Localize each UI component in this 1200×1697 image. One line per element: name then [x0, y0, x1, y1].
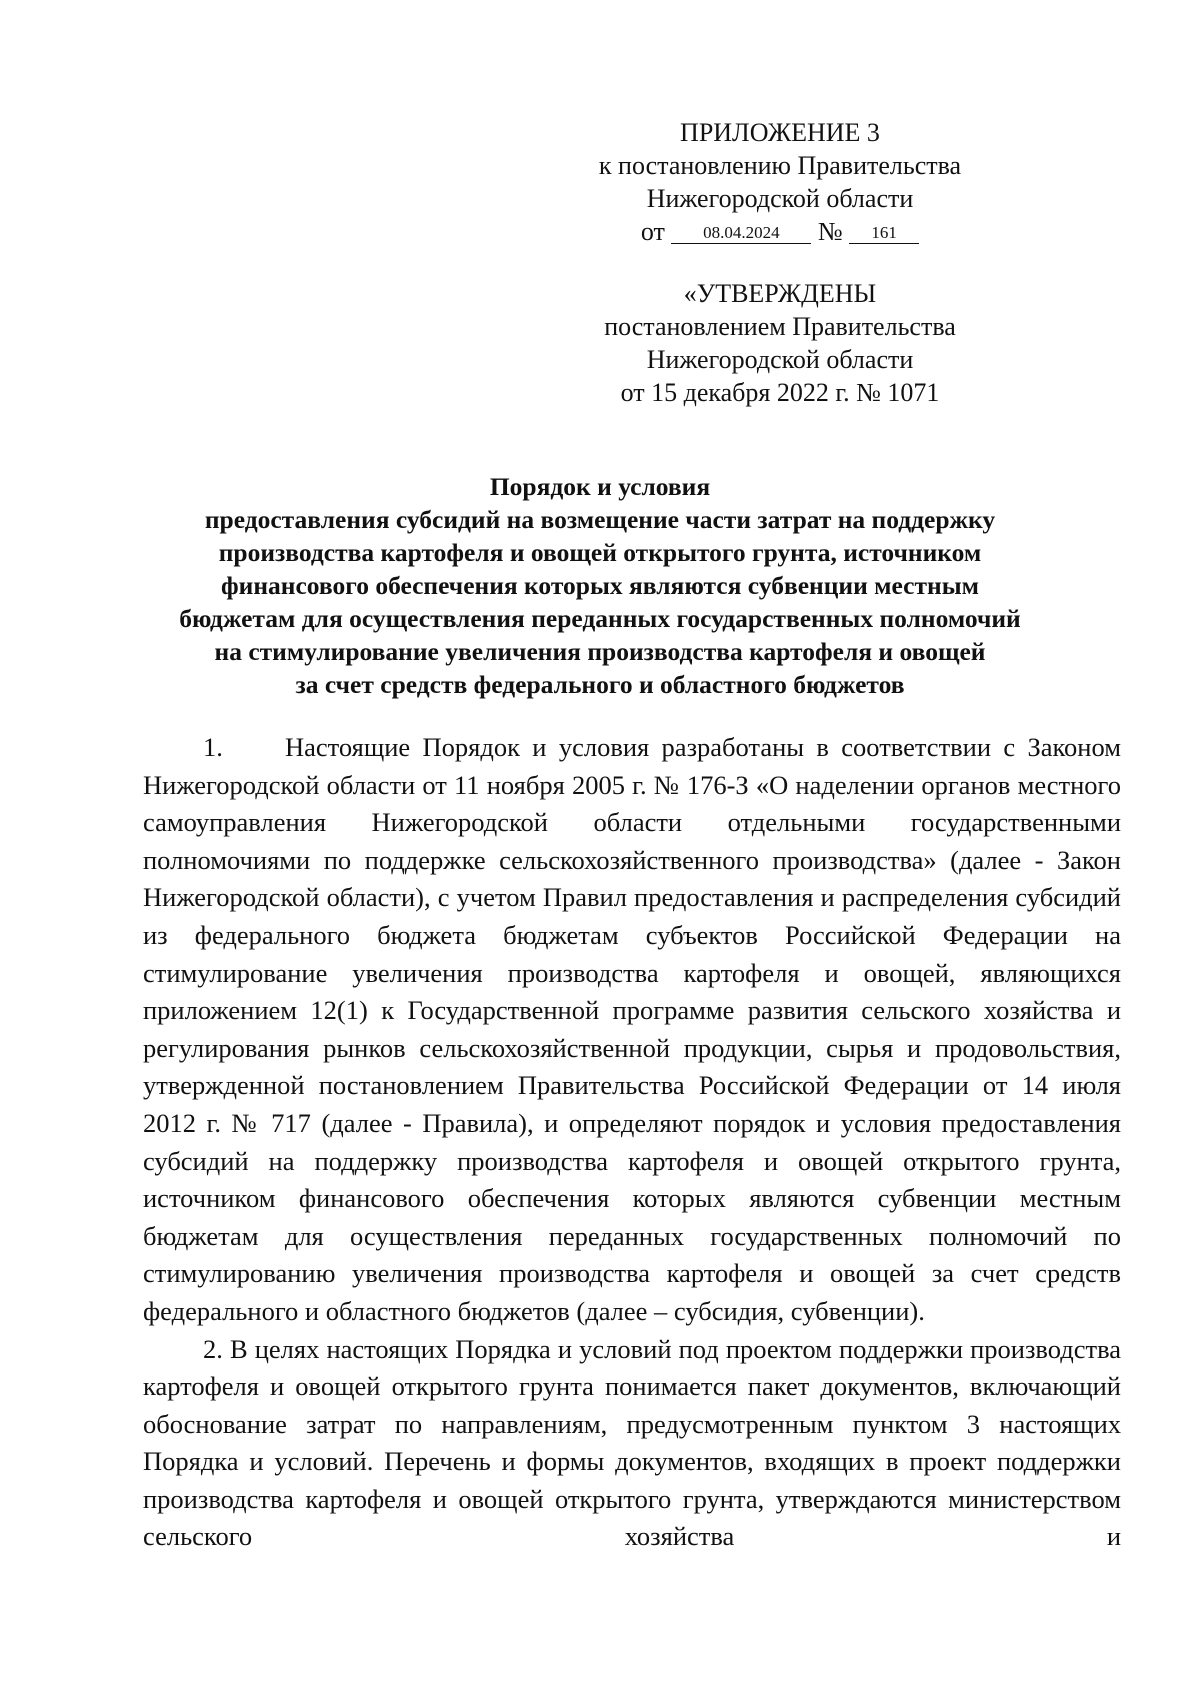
paragraph-2 [143, 1331, 1121, 1557]
approved-block [560, 277, 1000, 409]
title-line: Порядок и условия [489, 472, 711, 501]
annex-from-label: от [640, 217, 665, 246]
paragraph-1 [143, 729, 1121, 1331]
paragraph-1-number: 1. [203, 732, 223, 762]
annex-date-line [560, 215, 1000, 248]
annex-number-label: № [817, 217, 843, 246]
paragraph-1-text: Настоящие Порядок и условия разработаны в соответствии с Законом Нижегородской области от 11 ноября 2005 г. № 176-З «О наделении органов местного самоуправления Нижегородской области отдельными государственными полномочиями по поддержке сельскохозяйственного производства» (далее - Закон Нижегородской области), с учетом Правил предоставления и распределения субсидий из федерального бюджета бюджетам субъектов Российской Федерации на стимулирование увеличения производства картофеля и овощей, являющихся приложением 12(1) к Государственной программе развития сельского хозяйства и регулирования рынков сельскохозяйственной продукции, сырья и продовольствия, утвержденной постановлением Правительства Российской Федерации от 14 июля 2012 г. № 717 (далее - Правила), и определяют порядок и условия предоставления субсидий на поддержку производства картофеля и овощей открытого грунта, источником финансового обеспечения которых являются субвенции местным бюджетам для осуществления переданных государственных полномочий по стимулированию увеличения производства картофеля и овощей за счет средств федерального и областного бюджетов (далее – субсидия, субвенции). [143, 732, 1121, 1326]
annex-line-2: к постановлению Правительства [598, 151, 962, 180]
title-line: бюджетам для осуществления переданных государственных полномочий [179, 604, 1021, 633]
annex-line-3: Нижегородской области [646, 184, 914, 213]
title-line: производства картофеля и овощей открытого грунта, источником [218, 538, 982, 567]
title-line: на стимулирование увеличения производства картофеля и овощей [214, 637, 986, 666]
annex-number: 161 [849, 223, 919, 244]
approved-line-4: от 15 декабря 2022 г. № 1071 [620, 378, 940, 407]
approved-line-1: «УТВЕРЖДЕНЫ [683, 279, 877, 308]
annex-date: 08.04.2024 [671, 223, 811, 244]
approved-line-3: Нижегородской области [646, 345, 914, 374]
document-title [110, 470, 1090, 701]
document-body [143, 729, 1121, 1556]
paragraph-2-text: 2. В целях настоящих Порядка и условий под проектом поддержки производства картофеля и овощей открытого грунта понимается пакет документов, включающий обоснование затрат по направлениям, предусмотренным пунктом 3 настоящих Порядка и условий. Перечень и формы документов, входящих в проект поддержки производства картофеля и овощей открытого грунта, утверждаются министерством сельского хозяйства и [143, 1333, 1121, 1552]
title-line: за счет средств федерального и областного бюджетов [295, 670, 905, 699]
approved-line-2: постановлением Правительства [604, 312, 956, 341]
title-line: предоставления субсидий на возмещение части затрат на поддержку [204, 505, 996, 534]
annex-header [560, 116, 1000, 248]
annex-title: ПРИЛОЖЕНИЕ 3 [680, 118, 880, 147]
title-line: финансового обеспечения которых являются субвенции местным [221, 571, 979, 600]
